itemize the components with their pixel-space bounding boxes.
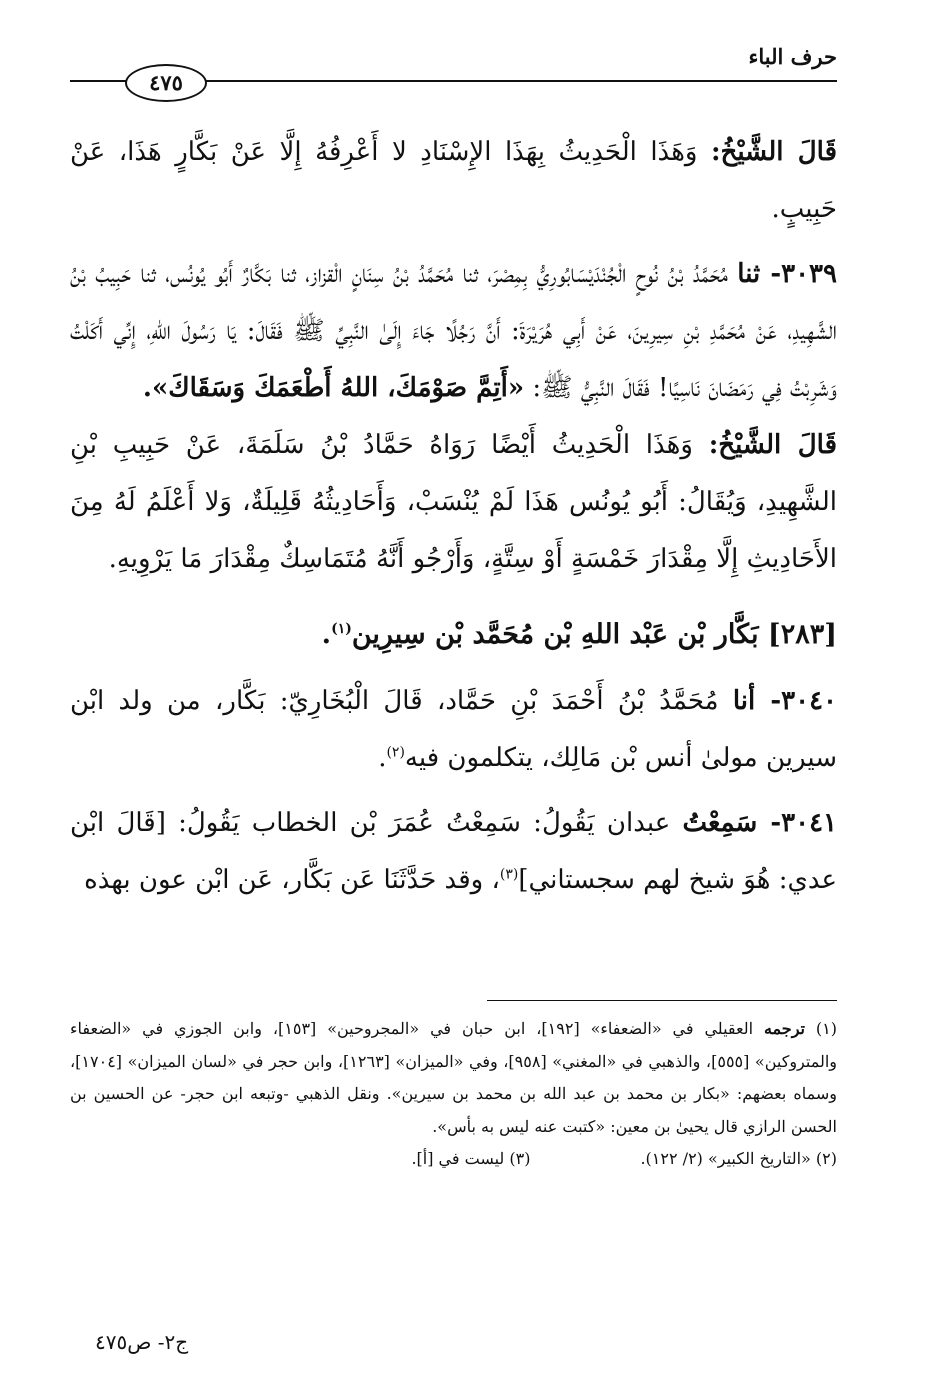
footnote-3: (٣) ليست في [أ]. — [411, 1149, 531, 1168]
footnotes — [70, 1013, 837, 1176]
footnote-row — [70, 1143, 837, 1176]
hadith-text: عبدان يَقُولُ: سَمِعْتُ عُمَرَ بْن الخطاب يَقُولُ: [قَالَ ابْن عدي: هُوَ شيخ لهم سجستاني] — [70, 808, 837, 895]
speaker-label: قَالَ الشَّيْخُ: — [708, 430, 838, 460]
footnote-1 — [70, 1013, 837, 1143]
main-text — [70, 124, 837, 909]
footnote-2: (٢) «التاريخ الكبير» (٢/ ١٢٢). — [640, 1149, 837, 1168]
footnote-ref-2[interactable]: (٢) — [386, 744, 405, 761]
footnote-ref-3[interactable]: (٣) — [499, 866, 519, 883]
paragraph-1 — [70, 124, 837, 238]
volume-page-reference: ج٢- ص٤٧٥ — [95, 1330, 189, 1354]
footnote-text: العقيلي في «الضعفاء» [١٩٢]، ابن حبان في «المجروحين» [١٥٣]، وابن الجوزي في «الضعفاء والمتروكين» [٥٥٥]، والذهبي في «المغني» [٩٥٨]، وفي «الميزان» [١٢٦٣]، وابن حجر في «لسان الميزان» [١٧٠٤]، وسماه بعضهم: «بكار بن محمد بن عبد الله بن محمد بن سيرين». ونقل الذهبي -وتبعه ابن حجر- عن الحسين بن الحسن الرازي قال يحيىٰ بن معين: «كتبت عنه ليس به بأس». — [70, 1019, 838, 1136]
hadith-3039 — [70, 246, 837, 417]
footnote-separator — [487, 1000, 837, 1001]
hadith-number: ٣٠٣٩- ثنا — [737, 259, 837, 289]
entry-heading: [٢٨٣] بَكَّار بْن عَبْد اللهِ بْن مُحَمَّد بْن سِيرِين$^{(١)}$. — [321, 619, 837, 650]
paragraph-3 — [70, 417, 837, 588]
hadith-number: ٣٠٤١- سَمِعْتُ — [682, 808, 838, 838]
chapter-title: حرف الباء — [748, 44, 837, 69]
footnote-ref-1[interactable]: (١) — [331, 621, 352, 637]
hadith-3040: ٣٠٤٠- أنا مُحَمَّدُ بْنُ أَحْمَدَ بْنِ حَمَّاد، قَالَ الْبُخَارِيّ: بَكَّار، من ولد ابْن سيرين مولىٰ أنس بْن مَالِك، يتكلمون فيه$^{(٢)}$. — [70, 686, 837, 773]
paragraph-text: وَهَذَا الْحَدِيثُ بِهَذَا الإِسْنَادِ لا أَعْرِفُهُ إِلَّا عَنْ بَكَّارٍ هَذَا، عَنْ حَبِيبٍ. — [70, 137, 837, 224]
hadith-number: ٣٠٤٠- أنا — [732, 686, 837, 716]
footnote-number: (١) — [815, 1019, 837, 1038]
hadith-3041: ٣٠٤١- سَمِعْتُ عبدان يَقُولُ: سَمِعْتُ عُمَرَ بْن الخطاب يَقُولُ: [قَالَ ابْن عدي: هُوَ شيخ لهم سجستاني]$^{(٣)}$، وقد حَدَّثَنَا عَن بَكَّار، عَن ابْن عون بهذه — [70, 808, 838, 895]
speaker-label: قَالَ الشَّيْخُ: — [710, 137, 838, 167]
hadith-text: مُحَمَّدُ بْنُ أَحْمَدَ بْنِ حَمَّاد، قَالَ الْبُخَارِيّ: بَكَّار، من ولد ابْن سيرين مولىٰ أنس بْن مَالِك، يتكلمون فيه — [70, 686, 837, 773]
prophet-quote: «أَتِمَّ صَوْمَكَ، اللهُ أَطْعَمَكَ وَسَقَاكَ». — [142, 373, 525, 403]
footnote-lead: ترجمه — [763, 1019, 805, 1038]
hadith-text: مُحَمَّدُ بْنُ نُوحٍ الْجُنْدَيْسَابُورِيُّ بِمِصْرَ، ثنا مُحَمَّدُ بْنُ سِنَانٍ الْقزاز، ثنا بَكَّارٌ أَبُو يُونُس، ثنا حَبِيبُ بْنُ الشَّهِيدِ، عَنْ مُحَمَّدِ بْنِ سِيرِينَ، عَنْ أَبِي هُرَيْرَةَ: أَنَّ رَجُلًا جَاءَ إِلَىٰ النَّبِيِّ ﷺ فَقَالَ: يَا رَسُولَ اللهِ، إِنِّي أَكَلْتُ وَشَرِبْتُ فِي رَمَضَانَ نَاسِيًا! فَقَالَ النَّبِيُّ ﷺ: — [70, 259, 837, 403]
page-number-badge: ٤٧٥ — [125, 64, 207, 102]
paragraph-text: وَهَذَا الْحَدِيثُ أَيْضًا رَوَاهُ حَمَّادُ بْنُ سَلَمَةَ، عَنْ حَبِيبِ بْنِ الشَّهِيدِ، وَيُقَالُ: أَبُو يُونُس هَذَا لَمْ يُنْسَبْ، وَأَحَادِيثُهُ قَلِيلَةٌ، وَلا أَعْلَمُ لَهُ مِنَ الأَحَادِيثِ إِلَّا مِقْدَارَ خَمْسَةٍ أَوْ سِتَّةٍ، وَأَرْجُو أَنَّهُ مُتَمَاسِكٌ مِقْدَارَ مَا يَرْوِيهِ. — [70, 430, 837, 574]
entry-heading-text: [٢٨٣] بَكَّار بْن عَبْد اللهِ بْن مُحَمَّد بْن سِيرِين — [351, 619, 837, 650]
